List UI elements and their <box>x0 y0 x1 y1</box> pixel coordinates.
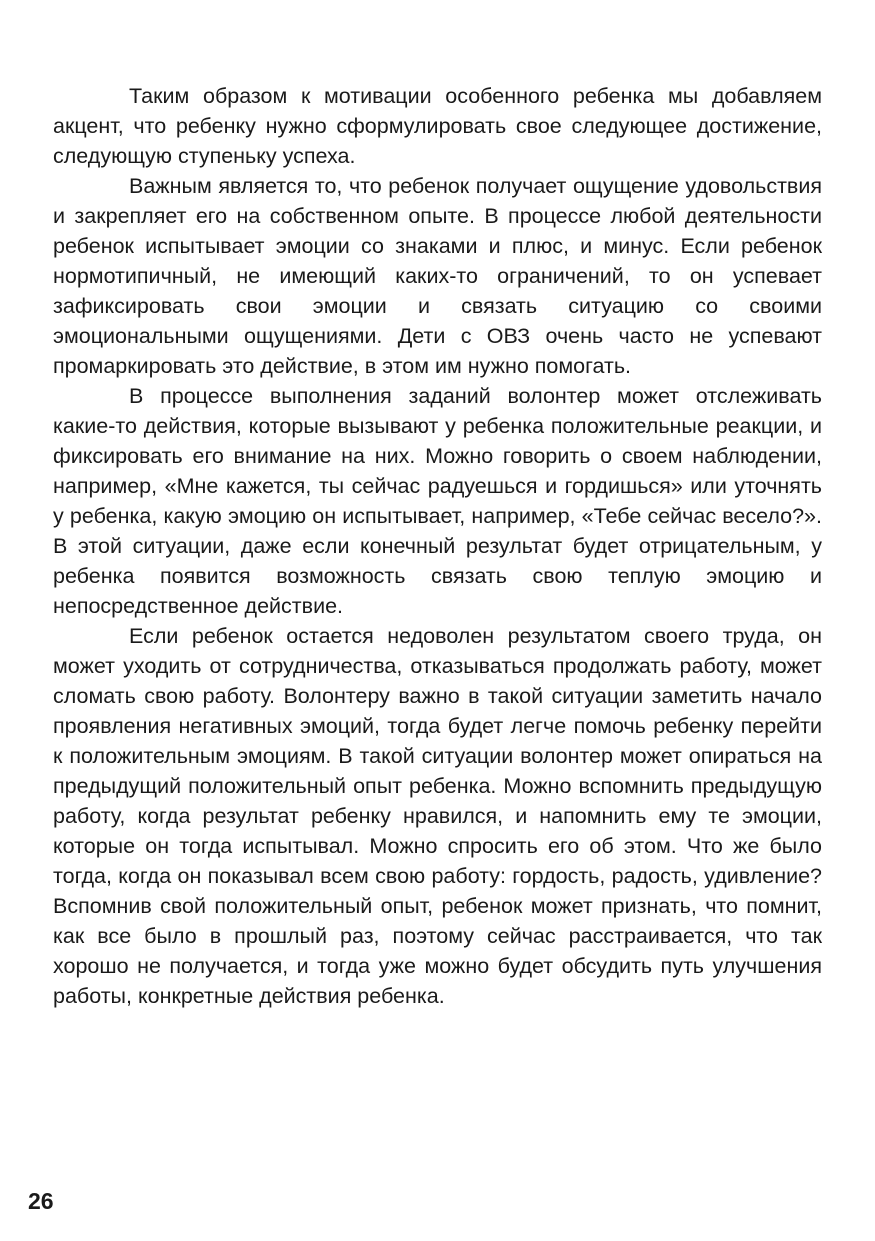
page-number: 26 <box>28 1188 54 1214</box>
body-text <box>53 81 822 1011</box>
paragraph-2: Важным является то, что ребенок получает ощущение удовольствия и закрепляет его на собственном опыте. В процессе любой деятельности ребенок испытывает эмоции со знаками и плюс, и минус. Если ребенок нормотипичный, не имеющий каких-то ограничений, то он успевает зафиксировать свои эмоции и связать ситуацию со своими эмоциональными ощущениями. Дети с ОВЗ очень часто не успевают промаркировать это действие, в этом им нужно помогать. <box>53 174 822 378</box>
paragraph-1: Таким образом к мотивации особенного ребенка мы добавляем акцент, что ребенку нужно сформулировать свое следующее достижение, следующую ступеньку успеха. <box>53 84 822 168</box>
paragraph-4: Если ребенок остается недоволен результатом своего труда, он может уходить от сотрудничества, отказываться продолжать работу, может сломать свою работу. Волонтеру важно в такой ситуации заметить начало проявления негативных эмоций, тогда будет легче помочь ребенку перейти к положительным эмоциям. В такой ситуации волонтер может опираться на предыдущий положительный опыт ребенка. Можно вспомнить предыдущую работу, когда результат ребенку нравился, и напомнить ему те эмоции, которые он тогда испытывал. Можно спросить его об этом. Что же было тогда, когда он показывал всем свою работу: гордость, радость, удивление? Вспомнив свой положительный опыт, ребенок может признать, что помнит, как все было в прошлый раз, поэтому сейчас расстраивается, что так хорошо не получается, и тогда уже можно будет обсудить путь улучшения работы, конкретные действия ребенка. <box>53 624 822 1008</box>
paragraph-3: В процессе выполнения заданий волонтер может отслеживать какие-то действия, которые вызывают у ребенка положительные реакции, и фиксировать его внимание на них. Можно говорить о своем наблюдении, например, «Мне кажется, ты сейчас радуешься и гордишься» или уточнять у ребенка, какую эмоцию он испытывает, например, «Тебе сейчас весело?». В этой ситуации, даже если конечный результат будет отрицательным, у ребенка появится возможность связать свою теплую эмоцию и непосредственное действие. <box>53 384 822 618</box>
